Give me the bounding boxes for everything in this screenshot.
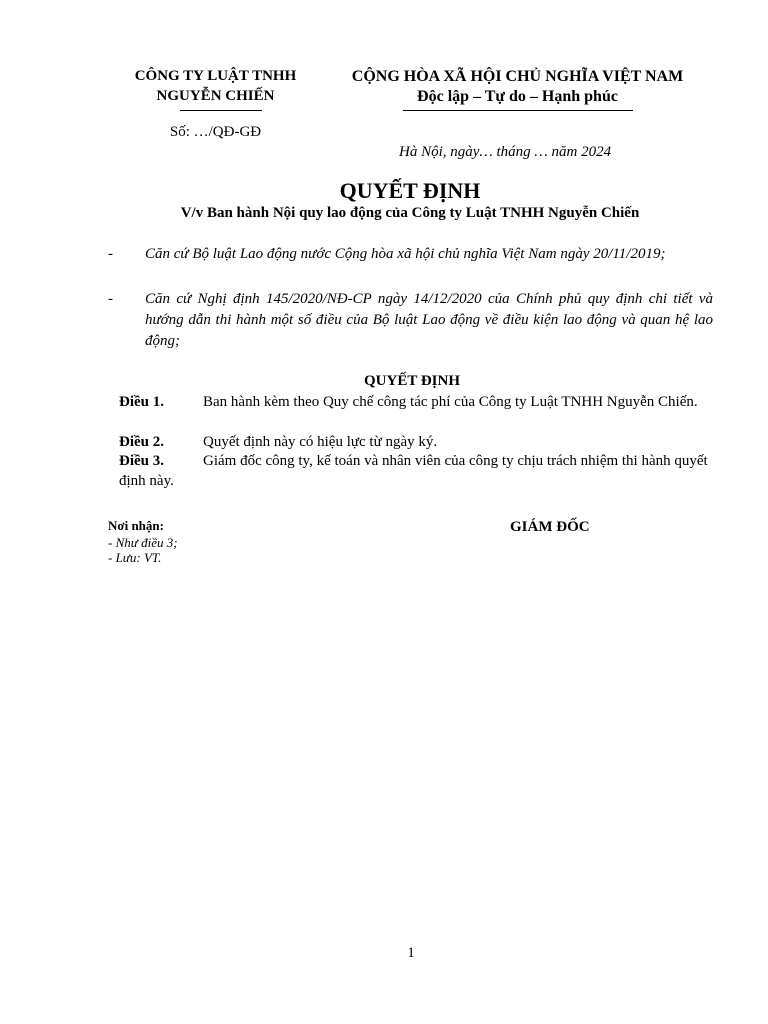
- article-text: Giám đốc công ty, kế toán và nhân viên của công ty chịu trách nhiệm thi hành quyết định này.: [119, 453, 708, 489]
- company-name-line2: NGUYỄN CHIẾN: [156, 88, 275, 104]
- legal-basis-item: [108, 244, 713, 265]
- national-motto: Độc lập – Tự do – Hạnh phúc: [417, 88, 618, 105]
- signer-title: GIÁM ĐỐC: [510, 519, 590, 535]
- date-line: Hà Nội, ngày… tháng … năm 2024: [399, 144, 612, 160]
- article-text: Quyết định này có hiệu lực từ ngày ký.: [203, 434, 438, 450]
- article-item: [119, 432, 714, 452]
- document-subtitle: V/v Ban hành Nội quy lao động của Công ty Luật TNHH Nguyễn Chiến: [180, 205, 640, 221]
- company-underline: [180, 110, 262, 111]
- article-label: Điều 2.: [119, 434, 164, 450]
- page-number: 1: [407, 945, 415, 961]
- recipient-item: - Như điều 3;: [108, 535, 178, 550]
- company-name-line1: CÔNG TY LUẬT TNHH: [134, 68, 297, 84]
- legal-basis-text: Căn cứ Bộ luật Lao động nước Cộng hòa xã hội chủ nghĩa Việt Nam ngày 20/11/2019;: [145, 246, 666, 262]
- document-number: Số: …/QĐ-GĐ: [169, 124, 262, 140]
- motto-underline: [403, 110, 633, 111]
- list-dash: -: [108, 246, 113, 262]
- document-title: QUYẾT ĐỊNH: [339, 178, 481, 203]
- list-dash: -: [108, 291, 113, 307]
- legal-basis-text: Căn cứ Nghị định 145/2020/NĐ-CP ngày 14/12/2020 của Chính phủ quy định chi tiết và hướng dẫn thi hành một số điều của Bộ luật Lao động về điều kiện lao động và quan hệ lao động;: [145, 291, 713, 349]
- recipients-title: Nơi nhận:: [108, 518, 164, 533]
- article-item: [119, 392, 714, 412]
- article-item: [119, 451, 714, 491]
- article-label: Điều 1.: [119, 394, 164, 410]
- decision-heading: QUYẾT ĐỊNH: [364, 373, 460, 389]
- article-text: Ban hành kèm theo Quy chế công tác phí của Công ty Luật TNHH Nguyễn Chiến.: [203, 394, 698, 410]
- nation-title: CỘNG HÒA XÃ HỘI CHỦ NGHĨA VIỆT NAM: [351, 68, 684, 85]
- article-label: Điều 3.: [119, 453, 164, 469]
- legal-basis-item: [108, 289, 713, 352]
- recipient-item: - Lưu: VT.: [108, 550, 162, 565]
